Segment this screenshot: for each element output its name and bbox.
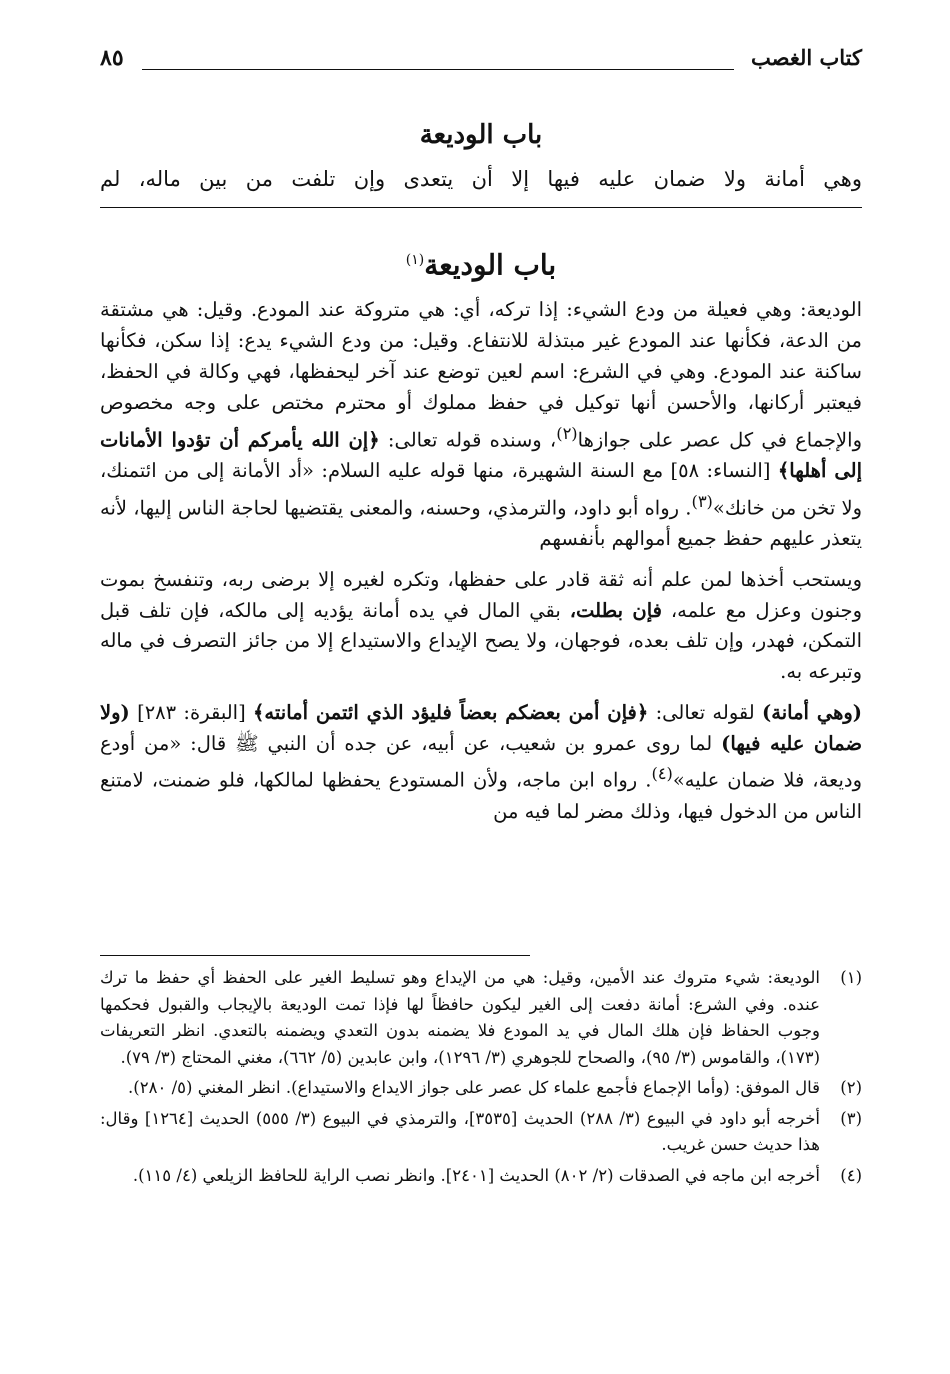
footnotes bbox=[100, 965, 862, 1193]
footnote-ref-1: (١) bbox=[405, 252, 425, 268]
running-header bbox=[100, 45, 862, 75]
p2-bold: فإن بطلت، bbox=[569, 598, 663, 622]
footnote-ref-4: (٤) bbox=[651, 764, 673, 784]
matn-text: وهي أمانة ولا ضمان عليه فيها إلا أن يتعدى وإن تلفت من بين ماله، لم bbox=[100, 167, 862, 191]
p3-verse-ref: [البقرة: ٢٨٣] bbox=[137, 700, 246, 724]
p1-text-a: الوديعة: وهي فعيلة من ودع الشيء: إذا تركه، أي: هي متروكة عند المودع. وقيل: هي مشتقة من الدعة، فكأنها عند المودع غير مبتذلة للانتفاع. وقيل: من ودع الشيء يدع: إذا سكن، فكأنها ساكنة عند المودع. وهي في الشرع: اسم لعين توضع عند آخر ليحفظها، فهي وكالة في الحفظ، فيعتبر أركانها، والأحسن أنها توكيل في حفظ مملوك أو محترم مختص على وجه مخصوص والإجماع في كل عصر على جوازها bbox=[100, 298, 862, 452]
p2-text-c: بقي المال في يده أمانة يؤديه إلى مالكه، فإن تلف قبل التمكن، فهدر، وإن تلف بعده، فوجهان، ولا يصح الإيداع والاستيداع إلا من جائز التصرف في ماله وتبرعه به. bbox=[100, 598, 862, 684]
footnote-number: (٣) bbox=[840, 1108, 862, 1128]
quran-verse-1: ﴿إن الله يأمركم أن تؤدوا الأمانات إلى أهلها﴾ bbox=[100, 428, 862, 482]
commentary-section bbox=[100, 240, 862, 838]
footnote-number: (٤) bbox=[840, 1165, 862, 1185]
matn-chapter-title: باب الوديعة bbox=[419, 120, 543, 150]
p3-text-e: لما روى عمرو بن شعيب، عن أبيه، عن جده أن النبي ﷺ قال: «من أودع وديعة، فلا ضمان عليه» bbox=[100, 731, 862, 792]
footnote-separator bbox=[100, 955, 530, 956]
page-number: ٨٥ bbox=[100, 45, 124, 71]
footnote-number: (٢) bbox=[840, 1078, 862, 1097]
commentary-title-text: باب الوديعة bbox=[424, 248, 557, 282]
p3-matn-quote-2: (ولا ضمان عليه فيها) bbox=[100, 700, 862, 755]
footnote-ref-2: (٢) bbox=[556, 423, 578, 443]
footnote-1 bbox=[100, 965, 862, 1071]
footnote-text: أخرجه ابن ماجه في الصدقات (٢/ ٨٠٢) الحديث [٢٤٠١]. وانظر نصب الراية للحافظ الزيلعي (٤/ ١١٥). bbox=[132, 1165, 820, 1185]
footnote-text: قال الموفق: (وأما الإجماع فأجمع علماء كل عصر على جواز الايداع والاستيداع). انظر المغني (٥/ ٢٨٠). bbox=[128, 1078, 820, 1097]
matn-separator bbox=[100, 207, 862, 208]
header-rule bbox=[142, 69, 734, 70]
book-title: كتاب الغصب bbox=[750, 45, 862, 70]
footnote-4 bbox=[100, 1163, 862, 1190]
commentary-paragraph-2 bbox=[100, 565, 862, 688]
commentary-paragraph-3 bbox=[100, 698, 862, 828]
quran-verse-2: ﴿فإن أمن بعضكم بعضاً فليؤد الذي ائتمن أمانته﴾ bbox=[253, 700, 649, 724]
p3-text-f: . رواه ابن ماجه، ولأن المستودع يحفظها لمالكها، فلو ضمنت، لامتنع الناس من الدخول فيها، وذلك مضر لما فيه من bbox=[100, 768, 862, 823]
p3-text-b: لقوله تعالى: bbox=[655, 700, 755, 724]
p1-text-c: [النساء: ٥٨] مع السنة الشهيرة، منها قوله عليه السلام: «أد الأمانة إلى من ائتمنك، ولا تخن من خانك» bbox=[100, 458, 862, 520]
p1-text-d: . رواه أبو داود، والترمذي، وحسنه، والمعنى يقتضيها لحاجة الناس إليها، لأنه يتعذر عليهم حفظ جميع أموالهم بأنفسهم bbox=[100, 496, 862, 550]
commentary-chapter-title bbox=[100, 240, 862, 285]
p2-text-a: ويستحب أخذها لمن علم أنه ثقة قادر على حفظها، وتكره لغيره إلا برضى ربه، وتنفسخ بموت وجنون وعزل مع علمه، bbox=[100, 567, 862, 622]
p3-matn-quote-1: (وهي أمانة) bbox=[762, 700, 863, 724]
footnote-3 bbox=[100, 1106, 862, 1159]
footnote-number: (١) bbox=[840, 968, 862, 987]
p1-text-b: ، وسنده قوله تعالى: bbox=[387, 428, 557, 452]
commentary-paragraph-1 bbox=[100, 295, 862, 554]
footnote-text: أخرجه أبو داود في البيوع (٣/ ٢٨٨) الحديث [٣٥٣٥]، والترمذي في البيوع (٣/ ٥٥٥) الحديث [١٢٦٤] وقال: هذا حديث حسن غريب. bbox=[100, 1108, 820, 1154]
footnote-text: الوديعة: شيء متروك عند الأمين، وقيل: هي من الإيداع وهو تسليط الغير على الحفظ أي حفظ ما ترك عنده. وفي الشرع: أمانة دفعت إلى الغير ليكون حافظاً لها فإذا تمت الوديعة بالإيجاب والقبول فحكمها وجوب الحفاظ فإن هلك المال في يد المودع فلا يضمنه بدون التعدي ويضمنه بالتعدي. انظر التعريفات (١٧٣)، والقاموس (٣/ ٩٥)، والصحاح للجوهري (٣/ ١٢٩٦)، وابن عابدين (٥/ ٦٦٢)، مغني المحتاج (٣/ ٧٩). bbox=[100, 968, 820, 1067]
matn-section bbox=[100, 118, 862, 196]
footnote-ref-3: (٣) bbox=[691, 491, 713, 511]
footnote-2 bbox=[100, 1075, 862, 1102]
